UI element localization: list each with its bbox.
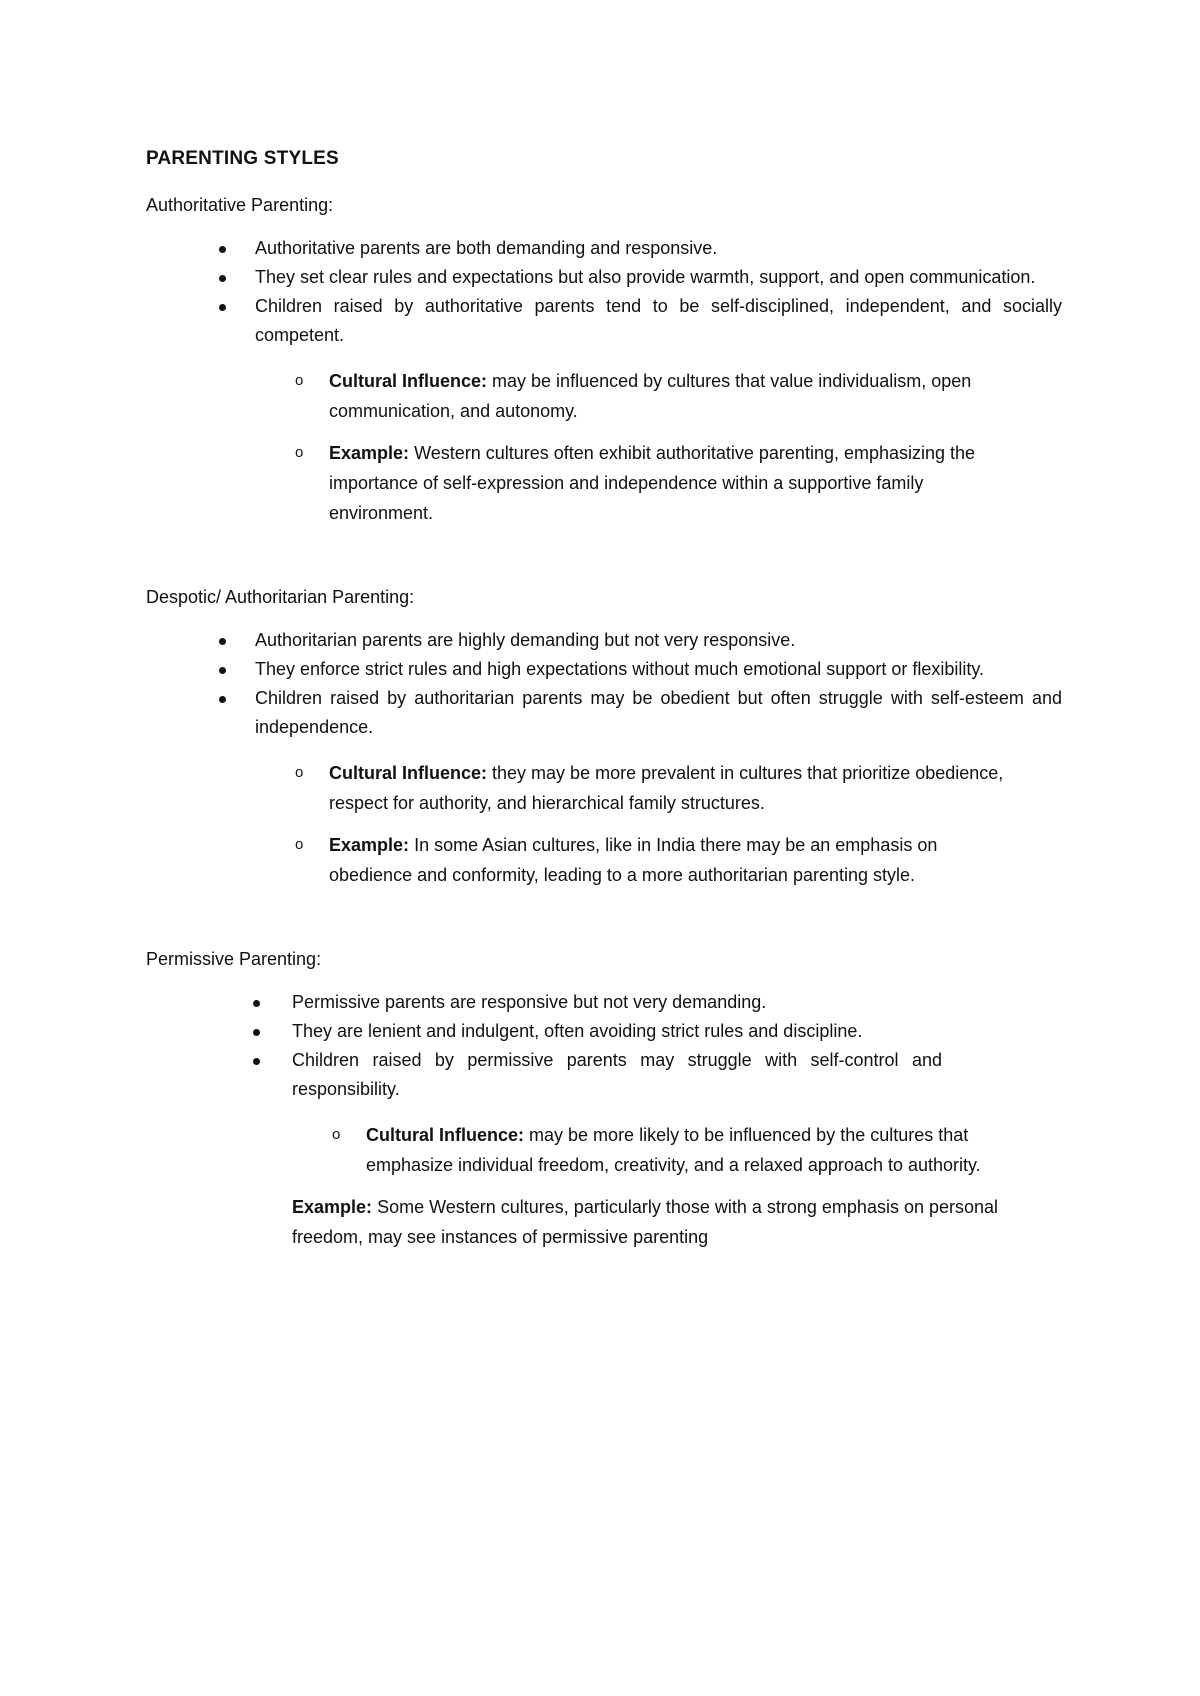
bullet-text: They are lenient and indulgent, often avoiding strict rules and discipline. xyxy=(292,1021,863,1041)
subpoint-text: may be influenced by cultures that value individualism, open communication, and autonomy. xyxy=(329,371,972,421)
bullet-icon xyxy=(219,275,226,282)
subpoint-text: In some Asian cultures, like in India there may be an emphasis on obedience and conformity, leading to a more authoritarian parenting style. xyxy=(329,835,938,885)
bullet-icon xyxy=(219,667,226,674)
example-paragraph xyxy=(292,1192,1062,1252)
subpoint-text: Western cultures often exhibit authoritative parenting, emphasizing the importance of self-expression and independence within a supportive family environment. xyxy=(329,443,976,523)
subpoint-text: may be more likely to be influenced by the cultures that emphasize individual freedom, creativity, and a relaxed approach to authority. xyxy=(366,1125,981,1175)
page-title: PARENTING STYLES xyxy=(146,148,339,169)
bullet-list xyxy=(146,626,1062,742)
subpoint-list xyxy=(146,1120,1062,1180)
bullet-text: They set clear rules and expectations but also provide warmth, support, and open communication. xyxy=(255,267,1036,287)
subpoint-label: Example: xyxy=(329,835,410,855)
list-item xyxy=(146,1017,1062,1046)
bullet-text: Authoritarian parents are highly demanding but not very responsive. xyxy=(255,630,796,650)
subpoint-item xyxy=(146,366,1062,426)
subpoint-item xyxy=(146,438,1062,528)
circle-bullet-icon: o xyxy=(295,372,304,389)
subpoint-item xyxy=(146,758,1062,818)
section-heading: Despotic/ Authoritarian Parenting: xyxy=(146,587,415,607)
example-label: Example: xyxy=(292,1197,373,1217)
bullet-list xyxy=(146,988,1062,1104)
bullet-icon xyxy=(219,638,226,645)
circle-bullet-icon: o xyxy=(295,444,304,461)
subpoint-label: Example: xyxy=(329,443,410,463)
bullet-icon xyxy=(253,1000,260,1007)
list-item xyxy=(146,234,1062,263)
circle-bullet-icon: o xyxy=(295,764,304,781)
bullet-text: Children raised by authoritarian parents may be obedient but often struggle with self-esteem and independence. xyxy=(255,688,1062,737)
bullet-icon xyxy=(253,1029,260,1036)
bullet-icon xyxy=(219,304,226,311)
subpoint-list xyxy=(146,366,1062,528)
subpoint-label: Cultural Influence: xyxy=(329,763,488,783)
circle-bullet-icon: o xyxy=(295,836,304,853)
list-item xyxy=(146,655,1062,684)
bullet-text: Children raised by permissive parents may struggle with self-control and responsibility. xyxy=(292,1050,942,1099)
subpoint-item xyxy=(146,830,1062,890)
list-item xyxy=(146,263,1062,292)
list-item xyxy=(146,684,1062,742)
bullet-text: They enforce strict rules and high expectations without much emotional support or flexibility. xyxy=(255,659,985,679)
section-permissive xyxy=(146,946,1062,1252)
section-authoritarian xyxy=(146,584,1062,890)
bullet-text: Permissive parents are responsive but not very demanding. xyxy=(292,992,767,1012)
bullet-icon xyxy=(253,1058,260,1065)
subpoint-text: they may be more prevalent in cultures that prioritize obedience, respect for authority, and hierarchical family structures. xyxy=(329,763,1004,813)
document-body xyxy=(146,146,1062,1252)
section-authoritative xyxy=(146,192,1062,528)
subpoint-label: Cultural Influence: xyxy=(329,371,488,391)
subpoint-label: Cultural Influence: xyxy=(366,1125,525,1145)
bullet-text: Authoritative parents are both demanding and responsive. xyxy=(255,238,718,258)
bullet-text: Children raised by authoritative parents tend to be self-disciplined, independent, and socially competent. xyxy=(255,296,1062,345)
list-item xyxy=(146,988,1062,1017)
subpoint-list xyxy=(146,758,1062,890)
section-heading: Permissive Parenting: xyxy=(146,949,322,969)
example-text: Some Western cultures, particularly those with a strong emphasis on personal freedom, may see instances of permissive parenting xyxy=(292,1197,999,1247)
list-item xyxy=(146,1046,1062,1104)
bullet-icon xyxy=(219,696,226,703)
list-item xyxy=(146,626,1062,655)
circle-bullet-icon: o xyxy=(332,1126,341,1143)
subpoint-item xyxy=(146,1120,1062,1180)
bullet-list xyxy=(146,234,1062,350)
bullet-icon xyxy=(219,246,226,253)
section-heading: Authoritative Parenting: xyxy=(146,195,334,215)
list-item xyxy=(146,292,1062,350)
